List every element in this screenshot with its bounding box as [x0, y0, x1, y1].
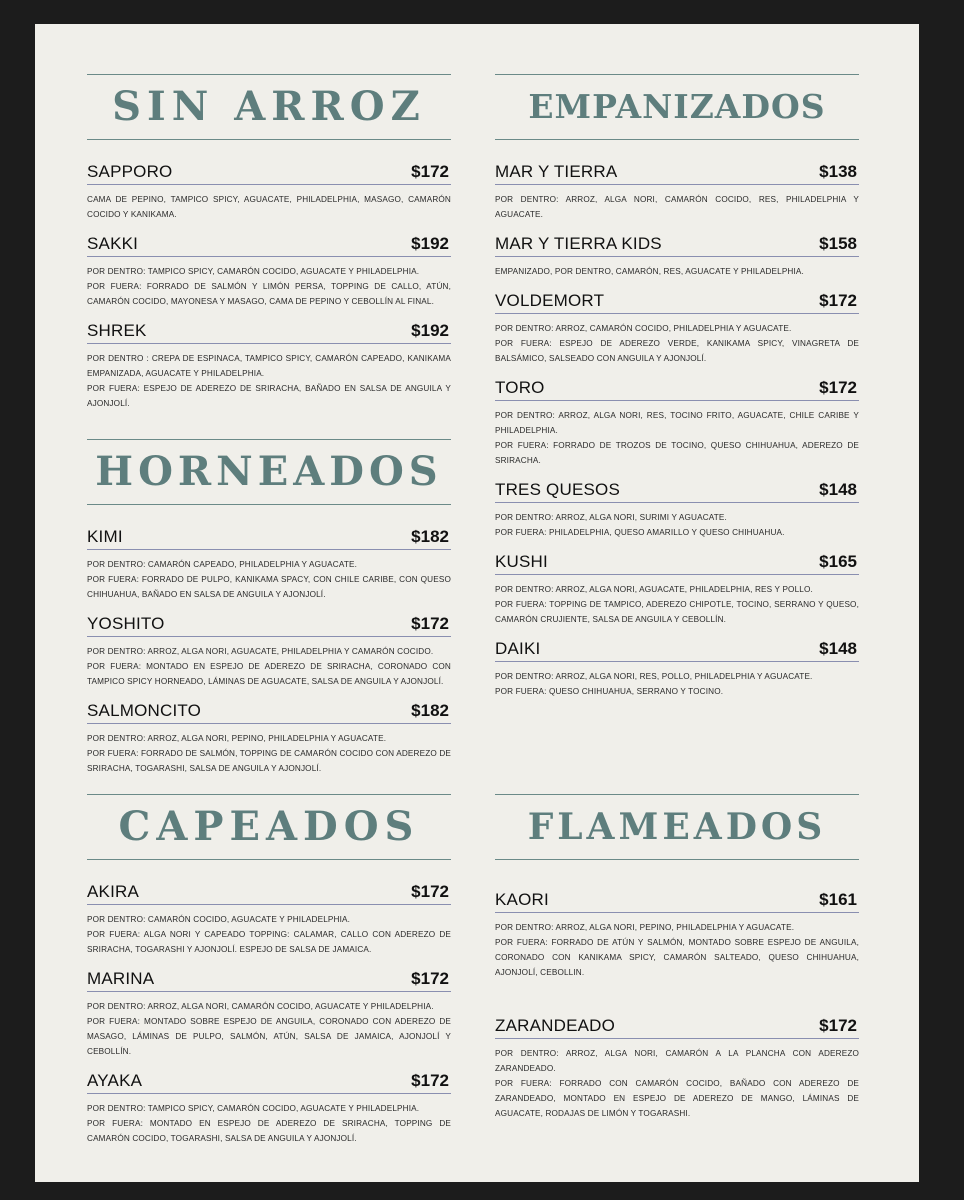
section-horneados	[87, 439, 451, 788]
item-description: POR DENTRO: CAMARÓN CAPEADO, PHILADELPHIA Y AGUACATE.	[87, 560, 358, 569]
menu-item	[495, 234, 859, 279]
item-price: $182	[411, 527, 449, 546]
item-description: POR DENTRO: TAMPICO SPICY, CAMARÓN COCIDO, AGUACATE Y PHILADELPHIA.	[87, 267, 420, 276]
section-header	[87, 74, 451, 140]
section-empanizados	[495, 74, 859, 711]
section-title: FLAMEADOS	[527, 806, 827, 848]
item-description: POR FUERA: FORRADO DE PULPO, KANIKAMA SPACY, CON CHILE CARIBE, CON QUESO CHIHUAHUA, BAÑADO EN SALSA DE ANGUILA Y AJONJOLÍ.	[87, 575, 451, 599]
item-price: $172	[411, 162, 449, 181]
item-name: MARINA	[87, 969, 155, 988]
section-title: SIN ARROZ	[112, 83, 426, 130]
item-name: AKIRA	[87, 882, 140, 901]
item-description: POR FUERA: TOPPING DE TAMPICO, ADEREZO CHIPOTLE, TOCINO, SERRANO Y QUESO, CAMARÓN CRUJIENTE, SALSA DE ANGUILA Y CEBOLLÍN.	[495, 600, 859, 624]
item-name: YOSHITO	[87, 614, 165, 633]
menu-page	[35, 24, 919, 1182]
section-flameados	[495, 794, 859, 1133]
menu-item	[495, 378, 859, 468]
item-description: POR DENTRO: ARROZ, ALGA NORI, AGUACATE, PHILADELPHIA, RES Y POLLO.	[495, 585, 813, 594]
item-price: $172	[819, 1016, 857, 1035]
item-description: POR FUERA: QUESO CHIHUAHUA, SERRANO Y TOCINO.	[495, 687, 724, 696]
section-title: EMPANIZADOS	[528, 87, 826, 126]
menu-item	[87, 614, 451, 689]
item-description: POR FUERA: MONTADO SOBRE ESPEJO DE ANGUILA, CORONADO CON ADEREZO DE MASAGO, LÁMINAS DE PULPO, SALMÓN, ATÚN, SALSA DE JAMAICA, AJONJOLÍ Y CEBOLLÍN.	[87, 1017, 451, 1056]
item-description: POR DENTRO: ARROZ, ALGA NORI, CAMARÓN COCIDO, RES, PHILADELPHIA Y AGUACATE.	[495, 195, 859, 219]
item-price: $172	[411, 882, 449, 901]
menu-item	[495, 639, 859, 699]
item-name: VOLDEMORT	[495, 291, 605, 310]
item-name: SAKKI	[87, 234, 139, 253]
item-price: $148	[819, 480, 857, 499]
section-header	[495, 74, 859, 140]
item-price: $172	[411, 969, 449, 988]
item-description: POR FUERA: FORRADO DE TROZOS DE TOCINO, QUESO CHIHUAHUA, ADEREZO DE SRIRACHA.	[495, 441, 859, 465]
section-header	[495, 794, 859, 860]
menu-item	[87, 162, 451, 222]
item-name: KUSHI	[495, 552, 548, 571]
item-description: POR DENTRO: ARROZ, ALGA NORI, CAMARÓN COCIDO, AGUACATE Y PHILADELPHIA.	[87, 1002, 434, 1011]
item-description: POR FUERA: FORRADO CON CAMARÓN COCIDO, BAÑADO CON ADEREZO DE ZARANDEADO, MONTADO EN ESPEJO DE ADEREZO DE MANGO, LÁMINAS DE AGUACATE, RODAJAS DE LIMÓN Y TOGARASHI.	[495, 1079, 859, 1118]
menu-item	[87, 234, 451, 309]
section-header	[87, 794, 451, 860]
item-description: POR DENTRO: ARROZ, ALGA NORI, PEPINO, PHILADELPHIA Y AGUACATE.	[495, 923, 795, 932]
item-price: $148	[819, 639, 857, 658]
item-name: KIMI	[87, 527, 123, 546]
section-title: HORNEADOS	[95, 448, 443, 495]
item-description: POR DENTRO: ARROZ, ALGA NORI, SURIMI Y AGUACATE.	[495, 513, 727, 522]
item-price: $172	[819, 378, 857, 397]
item-price: $165	[819, 552, 857, 571]
section-title: CAPEADOS	[118, 803, 420, 850]
menu-item	[495, 1016, 859, 1121]
item-price: $182	[411, 701, 449, 720]
menu-item	[87, 882, 451, 957]
item-description: POR DENTRO: ARROZ, ALGA NORI, PEPINO, PHILADELPHIA Y AGUACATE.	[87, 734, 387, 743]
item-name: SHREK	[87, 321, 147, 340]
item-description: POR DENTRO: ARROZ, ALGA NORI, RES, POLLO, PHILADELPHIA Y AGUACATE.	[495, 672, 813, 681]
item-price: $161	[819, 890, 857, 909]
item-description: POR FUERA: ALGA NORI Y CAPEADO TOPPING: CALAMAR, CALLO CON ADEREZO DE SRIRACHA, TOGARASHI Y AJONJOLÍ. ESPEJO DE SALSA DE JAMAICA.	[87, 930, 451, 954]
item-description: POR FUERA: FORRADO DE SALMÓN, TOPPING DE CAMARÓN COCIDO CON ADEREZO DE SRIRACHA, TOGARASHI, SALSA DE ANGUILA Y AJONJOLÍ.	[87, 749, 451, 773]
item-description: POR DENTRO: ARROZ, ALGA NORI, RES, TOCINO FRITO, AGUACATE, CHILE CARIBE Y PHILADELPHIA.	[495, 411, 859, 435]
item-description: POR DENTRO: ARROZ, ALGA NORI, CAMARÓN A LA PLANCHA CON ADEREZO ZARANDEADO.	[495, 1049, 859, 1073]
menu-item	[87, 527, 451, 602]
item-description: POR DENTRO: TAMPICO SPICY, CAMARÓN COCIDO, AGUACATE Y PHILADELPHIA.	[87, 1104, 420, 1113]
item-price: $192	[411, 234, 449, 253]
item-price: $138	[819, 162, 857, 181]
item-description: POR FUERA: FORRADO DE ATÚN Y SALMÓN, MONTADO SOBRE ESPEJO DE ANGUILA, CORONADO CON KANIKAMA SPICY, CAMARÓN SALTEADO, QUESO CHIHUAHUA, AJONJOLÍ, CEBOLLIN.	[495, 938, 859, 977]
menu-item	[87, 1071, 451, 1146]
item-description: POR FUERA: FORRADO DE SALMÓN Y LIMÓN PERSA, TOPPING DE CALLO, ATÚN, CAMARÓN COCIDO, MAYONESA Y MASAGO, CAMA DE PEPINO Y CEBOLLÍN AL FINAL.	[87, 282, 451, 306]
section-header	[87, 439, 451, 505]
section-sin-arroz	[87, 74, 451, 423]
item-name: ZARANDEADO	[495, 1016, 616, 1035]
item-price: $172	[819, 291, 857, 310]
item-name: DAIKI	[495, 639, 541, 658]
menu-item	[495, 291, 859, 366]
menu-item	[87, 969, 451, 1059]
item-description: POR DENTRO: ARROZ, CAMARÓN COCIDO, PHILADELPHIA Y AGUACATE.	[495, 324, 792, 333]
item-name: TRES QUESOS	[495, 480, 621, 499]
item-price: $172	[411, 1071, 449, 1090]
item-price: $192	[411, 321, 449, 340]
item-name: TORO	[495, 378, 545, 397]
menu-item	[495, 162, 859, 222]
item-name: MAR Y TIERRA KIDS	[495, 234, 662, 253]
item-price: $158	[819, 234, 857, 253]
menu-item	[495, 552, 859, 627]
menu-item	[495, 890, 859, 980]
section-capeados	[87, 794, 451, 1158]
item-description: POR FUERA: ESPEJO DE ADEREZO VERDE, KANIKAMA SPICY, VINAGRETA DE BALSÁMICO, SALSEADO CON ANGUILA Y AJONJOLÍ.	[495, 339, 859, 363]
item-description: POR FUERA: PHILADELPHIA, QUESO AMARILLO Y QUESO CHIHUAHUA.	[495, 528, 785, 537]
item-name: KAORI	[495, 890, 549, 909]
item-description: POR FUERA: MONTADO EN ESPEJO DE ADEREZO DE SRIRACHA, TOPPING DE CAMARÓN COCIDO, TOGARASHI, SALSA DE ANGUILA Y AJONJOLÍ.	[87, 1119, 451, 1143]
item-price: $172	[411, 614, 449, 633]
item-description: POR DENTRO: ARROZ, ALGA NORI, AGUACATE, PHILADELPHIA Y CAMARÓN COCIDO.	[87, 647, 434, 656]
item-name: SALMONCITO	[87, 701, 202, 720]
item-description: EMPANIZADO, POR DENTRO, CAMARÓN, RES, AGUACATE Y PHILADELPHIA.	[495, 267, 804, 276]
item-name: SAPPORO	[87, 162, 173, 181]
item-description: POR FUERA: MONTADO EN ESPEJO DE ADEREZO DE SRIRACHA, CORONADO CON TAMPICO SPICY HORNEADO, LÁMINAS DE AGUACATE, SALSA DE ANGUILA Y AJONJOLÍ.	[87, 662, 451, 686]
item-description: CAMA DE PEPINO, TAMPICO SPICY, AGUACATE, PHILADELPHIA, MASAGO, CAMARÓN COCIDO Y KANIKAMA.	[87, 195, 451, 219]
item-name: AYAKA	[87, 1071, 143, 1090]
menu-item	[495, 480, 859, 540]
item-name: MAR Y TIERRA	[495, 162, 618, 181]
menu-item	[87, 321, 451, 411]
item-description: POR DENTRO: CAMARÓN COCIDO, AGUACATE Y PHILADELPHIA.	[87, 915, 351, 924]
item-description: POR DENTRO : CREPA DE ESPINACA, TAMPICO SPICY, CAMARÓN CAPEADO, KANIKAMA EMPANIZADA, AGUACATE Y PHILADELPHIA.	[87, 354, 451, 378]
item-description: POR FUERA: ESPEJO DE ADEREZO DE SRIRACHA, BAÑADO EN SALSA DE ANGUILA Y AJONJOLÍ.	[87, 384, 451, 408]
menu-item	[87, 701, 451, 776]
